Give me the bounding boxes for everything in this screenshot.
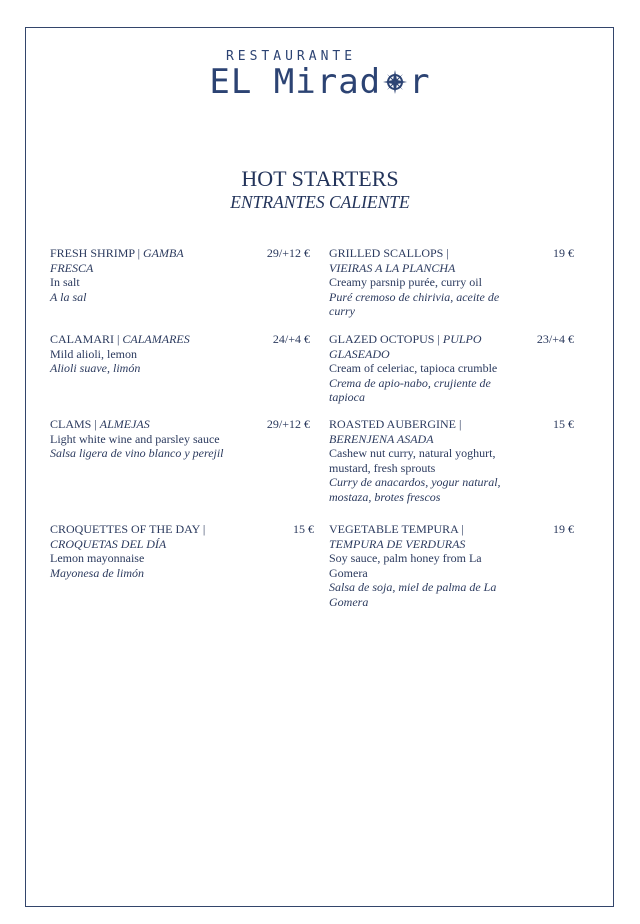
item-name-en: GRILLED SCALLOPS | <box>329 246 449 260</box>
item-name-es: BERENJENA ASADA <box>329 431 434 446</box>
item-description-es: Mayonesa de limón <box>50 565 144 580</box>
item-name-en: VEGETABLE TEMPURA | <box>329 522 464 536</box>
item-name-en: ROASTED AUBERGINE | <box>329 417 462 431</box>
item-description-es: Puré cremoso de chirivia, aceite de curry <box>329 289 500 318</box>
item-description-en: Cashew nut curry, natural yoghurt, mustard, fresh sprouts <box>329 446 496 475</box>
menu-item-glazed-octopus <box>329 332 519 405</box>
item-description-en: Creamy parsnip purée, curry oil <box>329 275 482 289</box>
menu-item-calamari <box>50 332 240 376</box>
item-name-es: CROQUETAS DEL DÍA <box>50 536 167 551</box>
item-price: 23/+4 € <box>536 332 574 346</box>
item-name-es: TEMPURA DE VERDURAS <box>329 536 466 551</box>
logo-subtitle: RESTAURANTE <box>225 49 357 64</box>
item-name-es: PULPO GLASEADO <box>329 332 482 361</box>
item-description-es: Salsa de soja, miel de palma de La Gomera <box>329 580 497 609</box>
item-description-en: Soy sauce, palm honey from La Gomera <box>329 551 482 580</box>
item-price: 29/+12 € <box>266 246 310 260</box>
item-name-en: CLAMS | <box>50 417 100 431</box>
item-description-en: In salt <box>50 275 80 289</box>
item-description-es: Crema de apio-nabo, crujiente de tapioca <box>329 375 491 404</box>
item-description-es: A la sal <box>50 289 87 304</box>
menu-item-roasted-aubergine <box>329 417 519 504</box>
item-price: 29/+12 € <box>266 417 310 431</box>
item-name-es: ALMEJAS <box>99 417 150 431</box>
item-name-en: CALAMARI | <box>50 332 123 346</box>
menu-item-vegetable-tempura <box>329 522 514 609</box>
item-price: 15 € <box>293 522 314 536</box>
item-description-en: Lemon mayonnaise <box>50 551 145 565</box>
item-name-es: GAMBA FRESCA <box>50 246 184 275</box>
logo-name-part1: EL Mirad <box>209 62 382 102</box>
item-description-es: Curry de anacardos, yogur natural, mostaza, brotes frescos <box>329 475 501 504</box>
menu-item-croquettes <box>50 522 240 580</box>
item-name-es: CALAMARES <box>122 332 190 346</box>
item-description-en: Mild alioli, lemon <box>50 346 137 361</box>
menu-item-fresh-shrimp <box>50 246 220 304</box>
menu-item-clams <box>50 417 240 461</box>
item-name-es: VIEIRAS A LA PLANCHA <box>329 260 456 275</box>
item-price: 24/+4 € <box>272 332 310 346</box>
logo-name-part2: r <box>409 62 431 102</box>
compass-rose-icon <box>382 69 408 95</box>
section-subtitle: ENTRANTES CALIENTE <box>230 192 410 212</box>
menu-item-grilled-scallops <box>329 246 524 319</box>
item-name-en: GLAZED OCTOPUS | <box>329 332 443 346</box>
item-price: 19 € <box>553 246 574 260</box>
item-description-es: Alioli suave, limón <box>50 361 141 375</box>
item-name-en: CROQUETTES OF THE DAY | <box>50 522 206 536</box>
item-description-en: Light white wine and parsley sauce <box>50 431 220 446</box>
section-title: HOT STARTERS <box>241 166 399 191</box>
restaurant-logo <box>0 49 640 102</box>
logo-name <box>209 62 430 102</box>
item-price: 19 € <box>553 522 574 536</box>
item-name-en: FRESH SHRIMP | <box>50 246 143 260</box>
menu-border <box>25 27 614 907</box>
item-description-es: Salsa ligera de vino blanco y perejil <box>50 446 224 460</box>
item-price: 15 € <box>553 417 574 431</box>
item-description-en: Cream of celeriac, tapioca crumble <box>329 361 498 375</box>
